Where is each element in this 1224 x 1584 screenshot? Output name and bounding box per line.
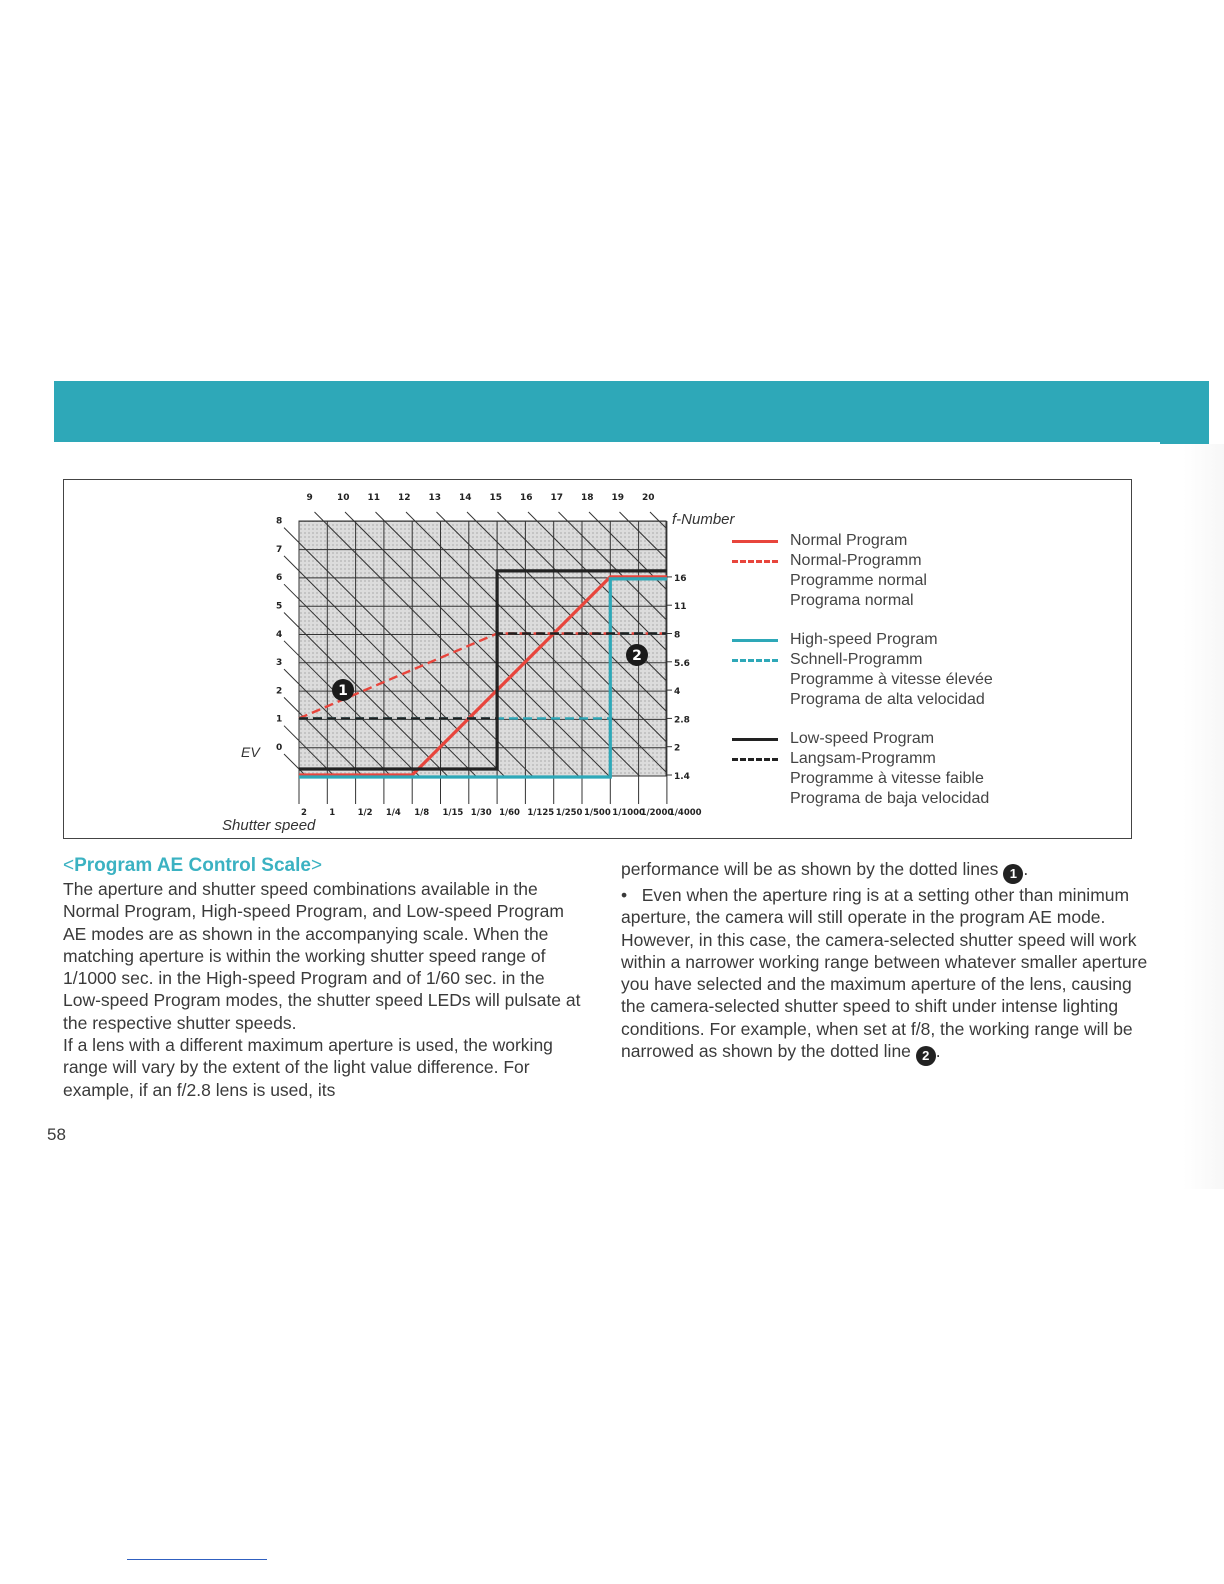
ev-label: 12 — [398, 493, 411, 503]
ev-label: 11 — [367, 493, 381, 503]
legend-swatch-dashed — [732, 659, 778, 662]
ev-label: 17 — [550, 493, 564, 503]
f-number-label: 5.6 — [674, 658, 690, 669]
f-number-label: 2.8 — [674, 715, 690, 726]
ev-label: 10 — [337, 493, 350, 503]
shutter-speed-axis-title: Shutter speed — [222, 817, 316, 834]
legend-swatch-dashed — [732, 758, 778, 761]
ev-label: 1 — [276, 714, 283, 725]
ev-label: 13 — [428, 493, 442, 503]
ev-label: 6 — [276, 573, 283, 584]
shutter-speed-label: 1/1000 — [612, 808, 645, 818]
legend-swatch-solid — [732, 540, 778, 543]
f-number-label: 1.4 — [674, 772, 690, 782]
legend-label: Langsam-Programm — [790, 750, 936, 767]
legend-swatch-solid — [732, 639, 778, 642]
legend-swatch-dashed — [732, 560, 778, 563]
ev-label: 16 — [520, 493, 533, 503]
legend-high-speed — [730, 630, 993, 710]
legend-label: Programme normal — [790, 572, 927, 589]
f-number-axis-title: f-Number — [672, 511, 735, 528]
shutter-speed-label: 1/8 — [414, 808, 430, 818]
f-number-label: 4 — [674, 687, 681, 698]
ev-label: 14 — [459, 493, 472, 503]
bullet: • — [621, 885, 628, 905]
shutter-speed-label: 1/2000 — [640, 808, 674, 818]
legend-low-speed — [730, 729, 993, 809]
ev-label: 0 — [276, 743, 283, 753]
section-title-text: Program AE Control Scale — [74, 855, 311, 876]
paragraph: performance will be as shown by the dotted lines 1 . — [621, 858, 1151, 884]
ev-label: 8 — [276, 516, 283, 527]
left-column — [63, 878, 583, 1101]
legend-label: Schnell-Programm — [790, 651, 923, 668]
right-column — [621, 858, 1151, 1066]
legend-label: Normal Program — [790, 532, 908, 549]
f-number-label: 8 — [674, 630, 681, 641]
shutter-speed-label: 1/500 — [584, 808, 611, 818]
ev-label: 20 — [642, 493, 655, 503]
legend-label: High-speed Program — [790, 631, 938, 648]
chart-marker-label: 2 — [632, 648, 642, 664]
ev-label: 3 — [276, 658, 283, 669]
shutter-speed-label: 1/30 — [470, 808, 492, 818]
bottom-rule — [127, 1559, 267, 1560]
shutter-speed-label: 2 — [301, 808, 307, 818]
paragraph: • Even when the aperture ring is at a setting other than minimum aperture, the camera will still operate in the program AE mode. However, in this case, the camera-selected shutter speed will work within a narrower working range between whatever smaller aperture you have selected and the maximum aperture of the lens, causing the camera-selected shutter speed to shift under intense lighting conditions. For example, when set at f/8, the working range will be narrowed as shown by the dotted line 2 . — [621, 884, 1151, 1066]
ev-axis-title: EV — [241, 744, 260, 760]
shutter-speed-label: 1 — [329, 808, 336, 818]
shutter-speed-label: 1/4 — [385, 808, 401, 818]
ev-label: 7 — [276, 544, 283, 555]
ev-label: 9 — [306, 493, 313, 503]
marker-2-icon: 2 — [916, 1046, 936, 1066]
paragraph: If a lens with a different maximum aperture is used, the working range will vary by the extent of the light value difference. For example, if an f/2.8 lens is used, its — [63, 1035, 553, 1100]
ev-label: 19 — [611, 493, 625, 503]
ev-label: 2 — [276, 686, 283, 697]
legend-normal — [730, 531, 993, 611]
ev-label: 5 — [276, 601, 283, 612]
ev-label: 4 — [276, 629, 283, 640]
legend-label: Programa normal — [790, 592, 914, 609]
legend-label: Programme à vitesse faible — [790, 770, 984, 787]
legend-label: Low-speed Program — [790, 730, 935, 747]
shutter-speed-label: 1/2 — [357, 808, 373, 818]
shutter-speed-label: 1/125 — [527, 808, 555, 818]
legend-swatch-solid — [732, 738, 778, 741]
f-number-label: 16 — [674, 573, 687, 584]
section-title: <Program AE Control Scale> — [63, 855, 323, 876]
page-number: 58 — [47, 1125, 66, 1144]
ev-label: 15 — [489, 493, 503, 503]
shutter-speed-label: 1/60 — [499, 808, 520, 818]
legend-label: Programa de baja velocidad — [790, 790, 990, 807]
shutter-speed-label: 1/15 — [442, 808, 464, 818]
shutter-speed-label: 1/4000 — [668, 808, 702, 818]
legend-label: Programa de alta velocidad — [790, 691, 985, 708]
marker-1-icon: 1 — [1003, 864, 1023, 884]
legend-label: Programme à vitesse élevée — [790, 671, 993, 688]
f-number-label: 11 — [674, 602, 687, 613]
chart-marker-label: 1 — [338, 683, 348, 699]
paragraph: The aperture and shutter speed combinations available in the Normal Program, High-speed Program, and Low-speed Program AE modes are as shown in the accompanying scale. When the matching aperture is within the working shutter speed range of 1/1000 sec. in the High-speed Program and of 1/60 sec. in the Low-speed Program modes, the shutter speed LEDs will pulsate at the respective shutter speeds. — [63, 879, 581, 1033]
f-number-label: 2 — [674, 743, 681, 754]
chart-legend — [730, 531, 993, 828]
ev-label: 18 — [581, 493, 594, 503]
legend-label: Normal-Programm — [790, 552, 922, 569]
shutter-speed-label: 1/250 — [555, 808, 583, 818]
